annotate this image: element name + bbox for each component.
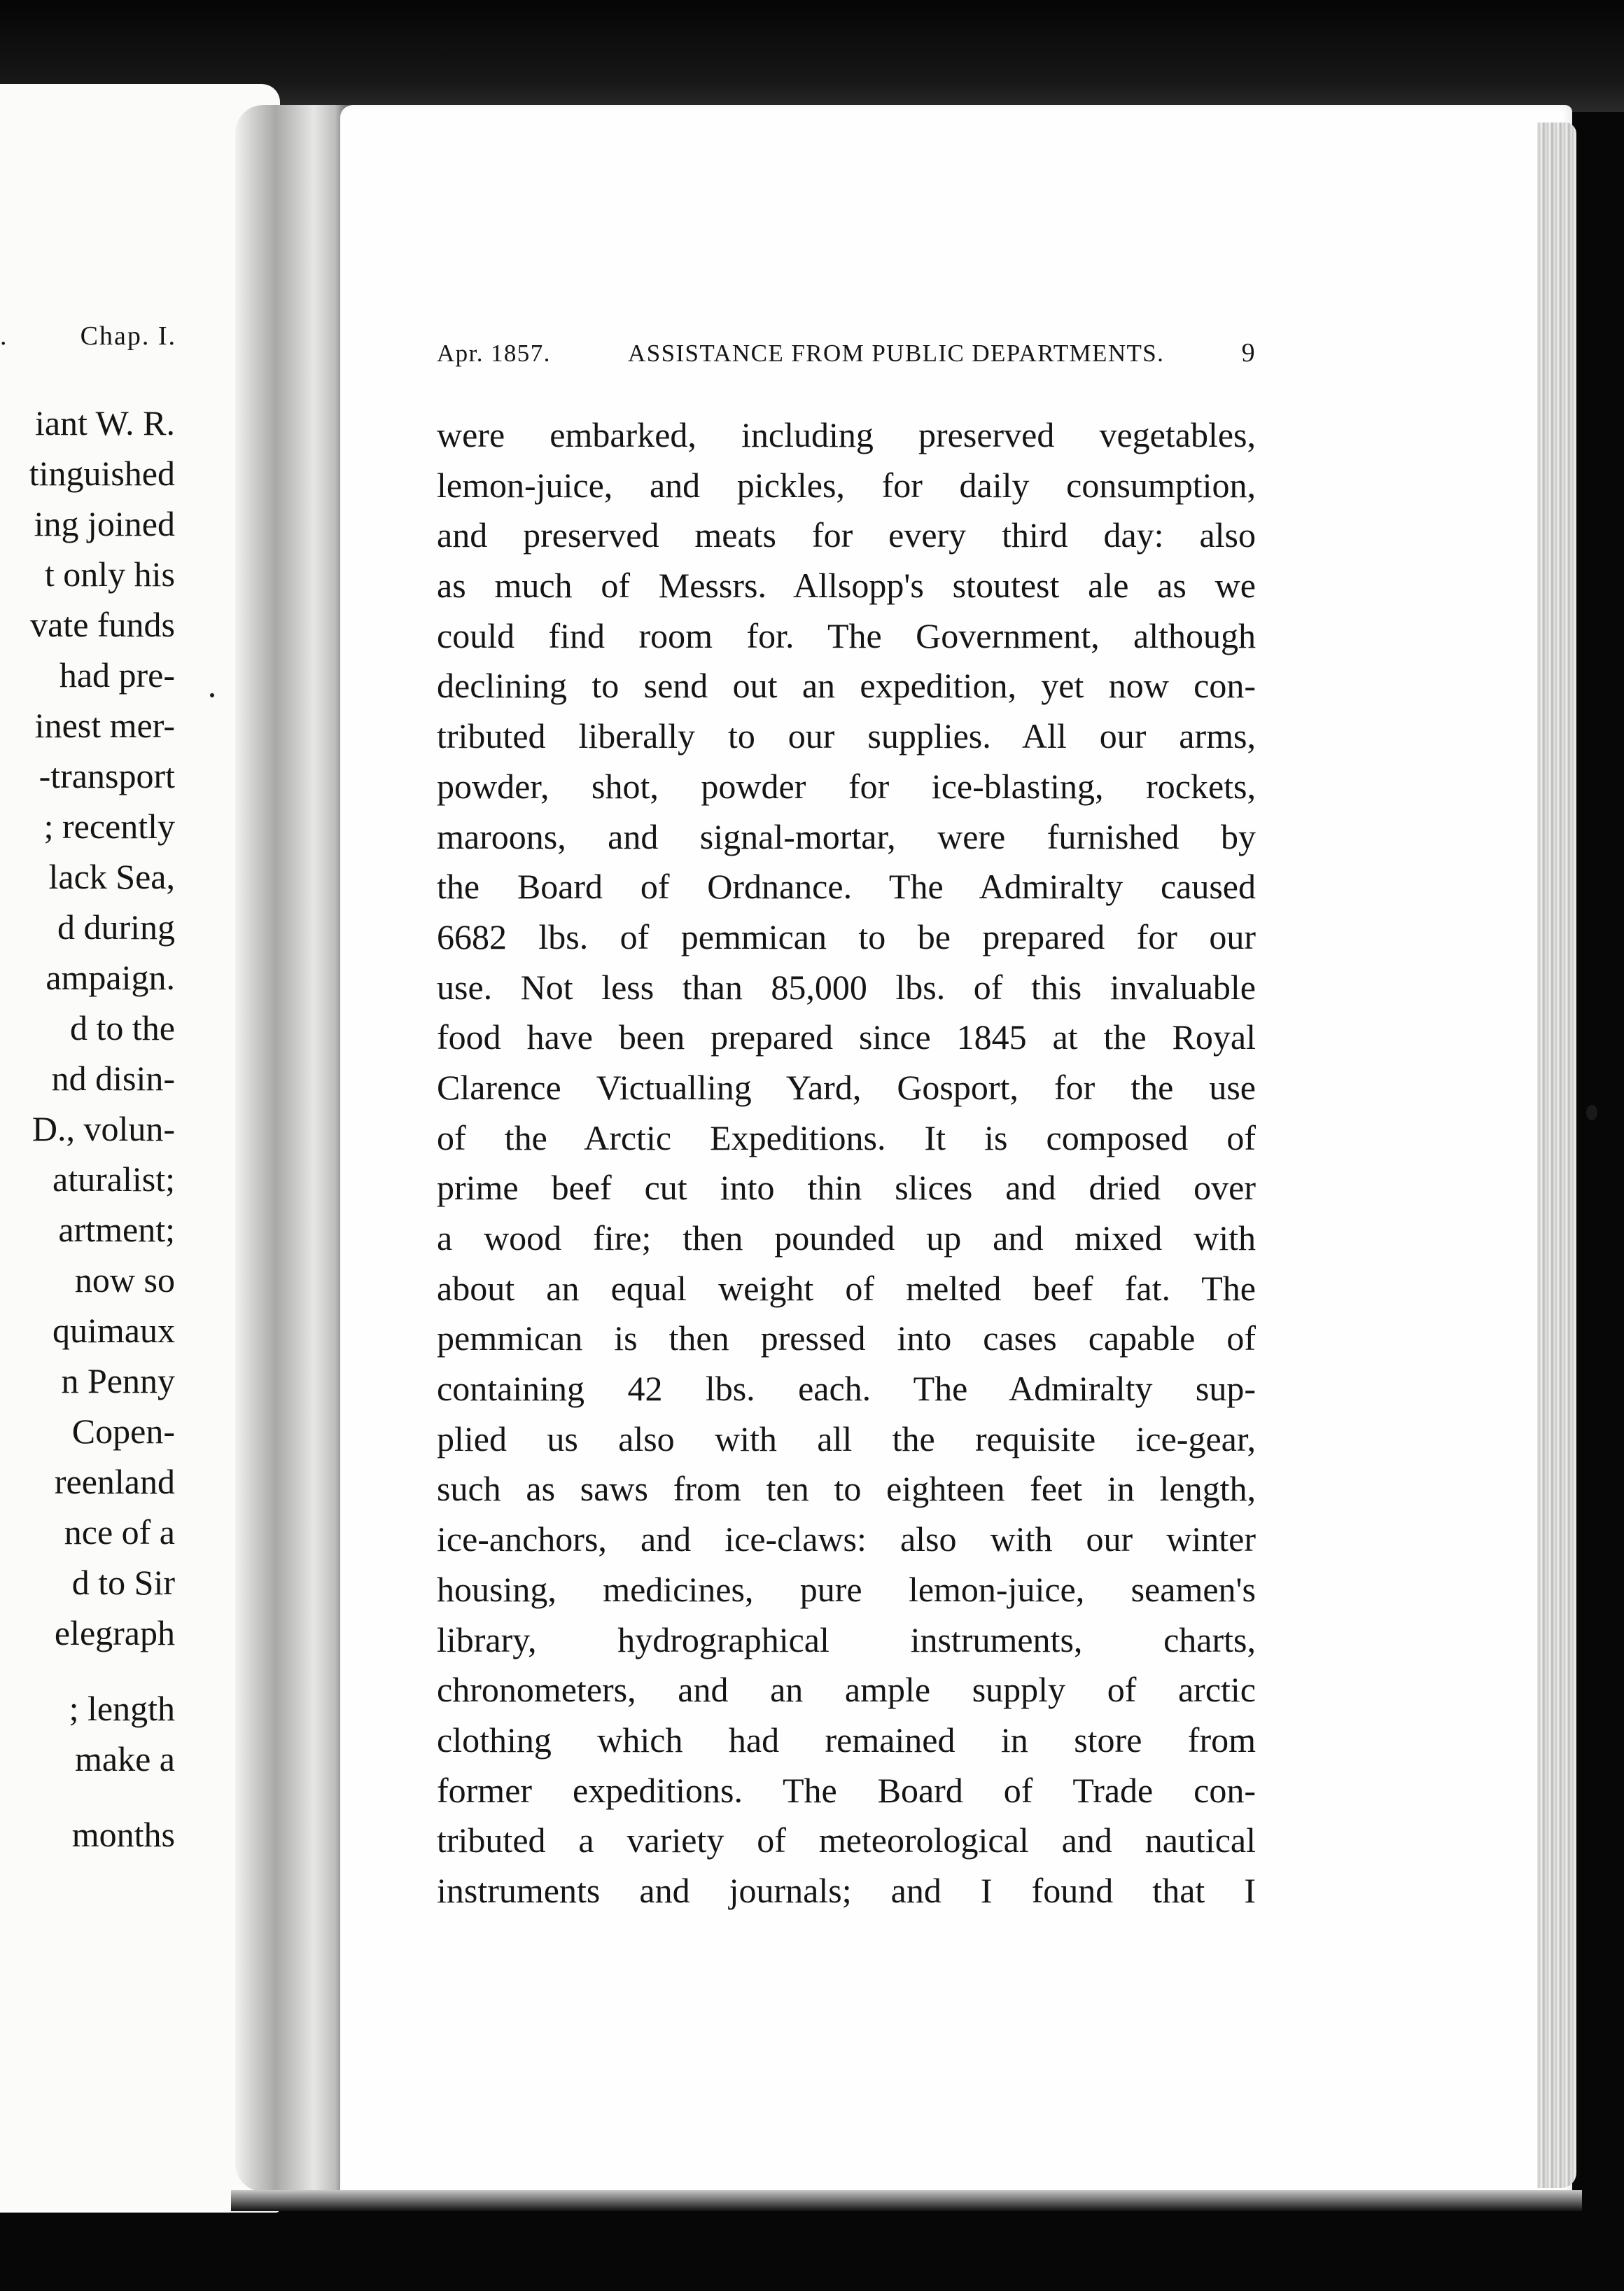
body-text [437,410,1256,1916]
left-text-line: -transport [38,756,175,795]
body-text-line: food have been prepared since 1845 at the Royal [437,1017,1256,1057]
left-text-line: ; recently [43,807,175,846]
left-text-line: elegraph [54,1613,175,1652]
body-text-line: maroons, and signal-mortar, were furnished by [437,816,1256,856]
body-text-line: former expeditions. The Board of Trade con- [437,1770,1256,1810]
body-text-line: the Board of Ordnance. The Admiralty caused [437,867,1256,907]
body-text-line: a wood fire; then pounded up and mixed with [437,1218,1256,1258]
dust-speck [1586,1105,1597,1120]
body-text-line: such as saws from ten to eighteen feet in length, [437,1469,1256,1509]
left-text-line [0,1658,175,1683]
left-text-line: nd disin- [51,1059,175,1098]
page-number: 9 [1241,338,1256,368]
left-text-line: had pre- [59,655,175,695]
body-text-line: tributed liberally to our supplies. All our arms, [437,716,1256,756]
left-text-line: lack Sea, [48,857,175,896]
running-head-title: ASSISTANCE FROM PUBLIC DEPARTMENTS. [628,340,1165,367]
body-text-line: plied us also with all the requisite ice-gear, [437,1419,1256,1458]
left-text-line: Copen- [71,1412,175,1451]
left-text-line: months [71,1815,175,1854]
bottom-shadow [231,2190,1582,2211]
left-text-line: tinguished [29,454,175,493]
dust-speck [210,693,214,697]
left-text-line: n Penny [61,1361,175,1400]
left-text-line: quimaux [52,1311,175,1350]
body-text-line: instruments and journals; and I found that I [437,1870,1256,1910]
left-text-line: aturalist; [52,1160,175,1199]
left-text-line: ; length [69,1689,175,1728]
left-text-line: ampaign. [46,958,175,997]
left-text-line: d to the [70,1008,175,1047]
body-text-line: tributed a variety of meteorological and nautical [437,1820,1256,1860]
left-text-line: inest mer- [34,706,175,745]
left-text-line: d to Sir [71,1563,175,1602]
body-text-line: as much of Messrs. Allsopp's stoutest ale as we [437,566,1256,606]
body-text-line: pemmican is then pressed into cases capable of [437,1318,1256,1358]
page-edges [1537,123,1576,2188]
body-text-line: use. Not less than 85,000 lbs. of this invaluable [437,967,1256,1007]
left-text-line: artment; [58,1210,175,1249]
body-text-line: were embarked, including preserved vegetables, [437,415,1256,454]
body-text-line: library, hydrographical instruments, charts, [437,1620,1256,1659]
body-text-line: declining to send out an expedition, yet now con- [437,666,1256,706]
book-gutter [235,105,354,2192]
left-page-text [0,398,175,1860]
left-text-line: iant W. R. [34,403,175,443]
body-text-line: could find room for. The Government, although [437,615,1256,655]
left-header-dot: . [0,321,8,351]
left-text-line: vate funds [30,605,175,644]
body-text-line: Clarence Victualling Yard, Gosport, for the use [437,1067,1256,1107]
left-text-line: D., volun- [31,1109,175,1148]
body-text-line: chronometers, and an ample supply of arctic [437,1670,1256,1710]
left-text-line: make a [75,1739,175,1778]
body-text-line: and preserved meats for every third day: also [437,515,1256,555]
body-text-line: housing, medicines, pure lemon-juice, seamen's [437,1569,1256,1609]
body-text-line: 6682 lbs. of pemmican to be prepared for our [437,917,1256,956]
body-text-line: prime beef cut into thin slices and dried over [437,1168,1256,1208]
body-text-line: lemon-juice, and pickles, for daily consumption, [437,465,1256,505]
running-head [437,337,1256,368]
body-text-line: of the Arctic Expeditions. It is composed of [437,1117,1256,1157]
running-head-date: Apr. 1857. [437,340,551,367]
left-text-line: now so [74,1260,175,1300]
body-text-line: about an equal weight of melted beef fat. The [437,1268,1256,1308]
left-text-line: reenland [54,1462,175,1501]
body-text-line: powder, shot, powder for ice-blasting, rockets, [437,766,1256,806]
left-text-line: ing joined [34,504,175,543]
left-text-line: nce of a [64,1512,175,1552]
left-chapter-label: Chap. I. [80,321,176,351]
left-text-line: t only his [44,555,175,594]
body-text-line: clothing which had remained in store from [437,1720,1256,1760]
left-text-line [0,1784,175,1809]
body-text-line: ice-anchors, and ice-claws: also with our winter [437,1519,1256,1559]
left-text-line: d during [57,907,175,947]
body-text-line: containing 42 lbs. each. The Admiralty sup- [437,1369,1256,1409]
